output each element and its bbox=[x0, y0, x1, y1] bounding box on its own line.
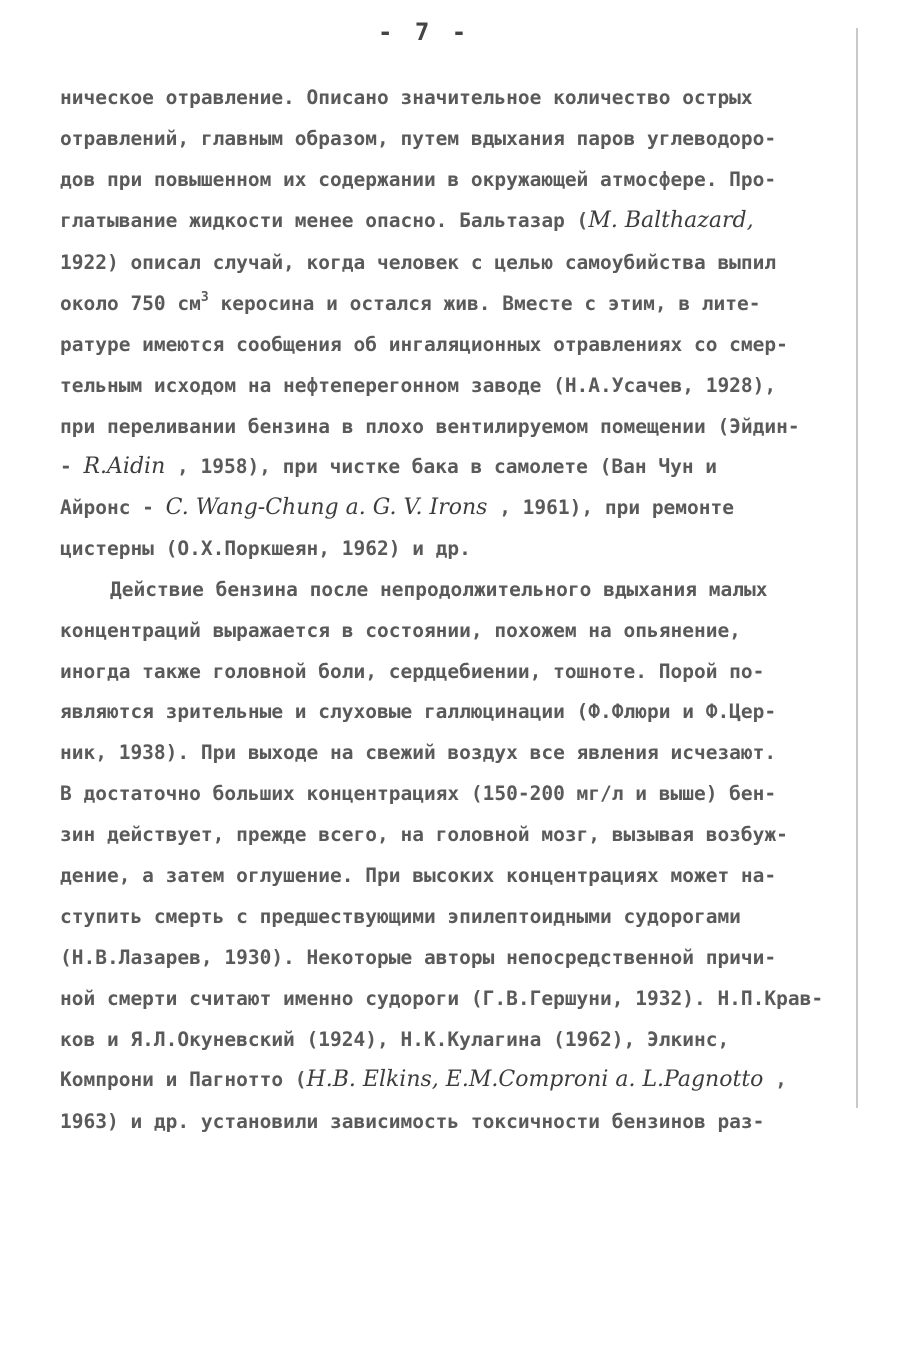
page-number: - 7 - bbox=[378, 18, 471, 46]
text-line: ник, 1938). При выходе на свежий воздух все явления исчезают. bbox=[60, 741, 777, 764]
text-line: являются зрительные и слуховые галлюцинации (Ф.Флюри и Ф.Цер- bbox=[60, 700, 777, 723]
handwritten-name: R.Aidin bbox=[83, 454, 166, 479]
text-line: цистерны (О.Х.Поркшеян, 1962) и др. bbox=[60, 537, 471, 560]
text-line bbox=[60, 456, 717, 478]
text-span: Компрони и Пагнотто ( bbox=[60, 1068, 307, 1091]
text-line: (Н.В.Лазарев, 1930). Некоторые авторы непосредственной причи- bbox=[60, 946, 777, 969]
text-span: глатывание жидкости менее опасно. Бальтазар ( bbox=[60, 209, 589, 232]
text-line bbox=[60, 210, 754, 232]
text-line: ступить смерть с предшествующими эпилептоидными судорогами bbox=[60, 905, 741, 928]
text-span: керосина и остался жив. Вместе с этим, в лите- bbox=[208, 292, 761, 315]
text-span: , bbox=[763, 1068, 787, 1091]
text-line: ническое отравление. Описано значительное количество острых bbox=[60, 86, 753, 109]
text-line: концентраций выражается в состоянии, похожем на опьянение, bbox=[60, 619, 741, 642]
text-span: - bbox=[60, 455, 84, 478]
text-line: Действие бензина после непродолжительного вдыхания малых bbox=[110, 578, 768, 601]
text-line: отравлений, главным образом, путем вдыхания паров углеводоро- bbox=[60, 127, 777, 150]
superscript: 3 bbox=[200, 290, 209, 305]
text-line bbox=[60, 1069, 787, 1091]
text-span: , 1958), при чистке бака в самолете (Ван Чун и bbox=[165, 455, 718, 478]
text-line: В достаточно больших концентрациях (150-200 мг/л и выше) бен- bbox=[60, 782, 777, 805]
handwritten-name: H.B. Elkins, E.M.Comproni a. L.Pagnotto bbox=[306, 1067, 764, 1092]
text-line: при переливании бензина в плохо вентилируемом помещении (Эйдин- bbox=[60, 415, 800, 438]
text-span: Айронс - bbox=[60, 496, 166, 519]
text-line bbox=[60, 290, 761, 315]
handwritten-name: M. Balthazard, bbox=[588, 208, 754, 233]
text-line: иногда также головной боли, сердцебиении, тошноте. Порой по- bbox=[60, 660, 765, 683]
text-span: , 1961), при ремонте bbox=[487, 496, 734, 519]
text-line: дов при повышенном их содержании в окружающей атмосфере. Про- bbox=[60, 168, 777, 191]
text-line: зин действует, прежде всего, на головной мозг, вызывая возбуж- bbox=[60, 823, 788, 846]
text-line: 1922) описал случай, когда человек с целью самоубийства выпил bbox=[60, 251, 777, 274]
text-line bbox=[60, 497, 734, 519]
text-line: 1963) и др. установили зависимость токсичности бензинов раз- bbox=[60, 1110, 765, 1133]
text-line: тельным исходом на нефтеперегонном заводе (Н.А.Усачев, 1928), bbox=[60, 374, 777, 397]
text-line: дение, а затем оглушение. При высоких концентрациях может на- bbox=[60, 864, 777, 887]
margin-rule bbox=[856, 28, 858, 1108]
text-line: ной смерти считают именно судороги (Г.В.Гершуни, 1932). Н.П.Крав- bbox=[60, 987, 824, 1010]
text-line: ков и Я.Л.Окуневский (1924), Н.К.Кулагина (1962), Элкинс, bbox=[60, 1028, 730, 1051]
text-line: ратуре имеются сообщения об ингаляционных отравлениях со смер- bbox=[60, 333, 788, 356]
handwritten-name: C. Wang-Chung a. G. V. Irons bbox=[165, 495, 488, 520]
text-span: около 750 см bbox=[60, 292, 201, 315]
